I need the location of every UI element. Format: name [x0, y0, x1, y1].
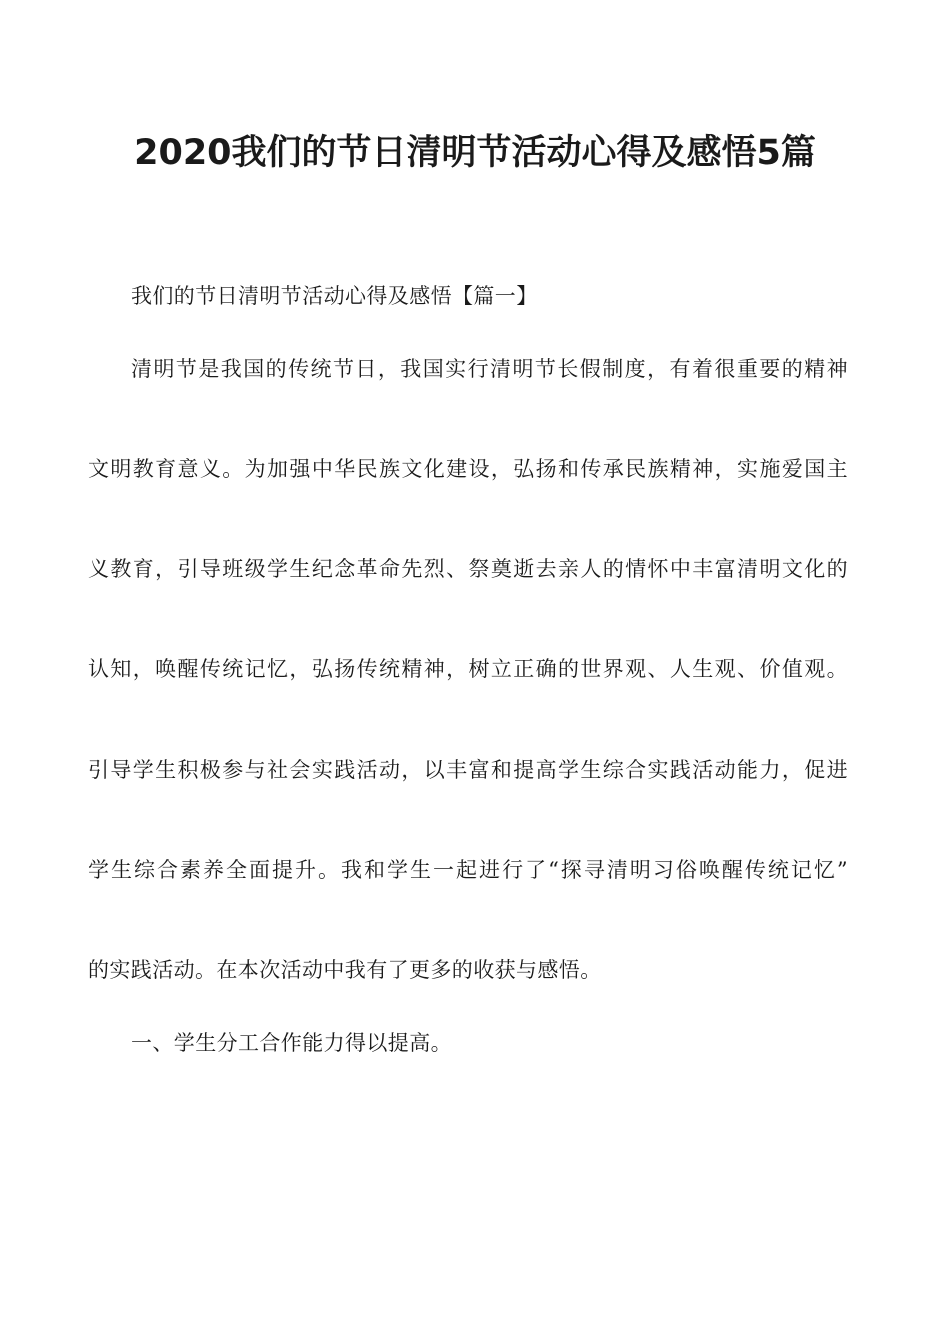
paragraph-line-1: 清明节是我国的传统节日，我国实行清明节长假制度，有着很重要的精神 [131, 357, 848, 381]
section-heading: 我们的节日清明节活动心得及感悟【篇一】 [131, 284, 538, 308]
paragraph-line-7: 的实践活动。在本次活动中我有了更多的收获与感悟。 [88, 958, 602, 982]
paragraph-line-2: 文明教育意义。为加强中华民族文化建设，弘扬和传承民族精神，实施爱国主 [88, 457, 848, 481]
document-title: 2020我们的节日清明节活动心得及感悟5篇 [134, 133, 816, 173]
subheading: 一、学生分工合作能力得以提高。 [131, 1031, 452, 1055]
paragraph-line-3: 义教育，引导班级学生纪念革命先烈、祭奠逝去亲人的情怀中丰富清明文化的 [88, 557, 848, 581]
paragraph-line-4: 认知，唤醒传统记忆，弘扬传统精神，树立正确的世界观、人生观、价值观。 [88, 657, 848, 681]
paragraph-line-5: 引导学生积极参与社会实践活动，以丰富和提高学生综合实践活动能力，促进 [88, 758, 848, 782]
paragraph-line-6: 学生综合素养全面提升。我和学生一起进行了“探寻清明习俗唤醒传统记忆” [88, 858, 848, 882]
